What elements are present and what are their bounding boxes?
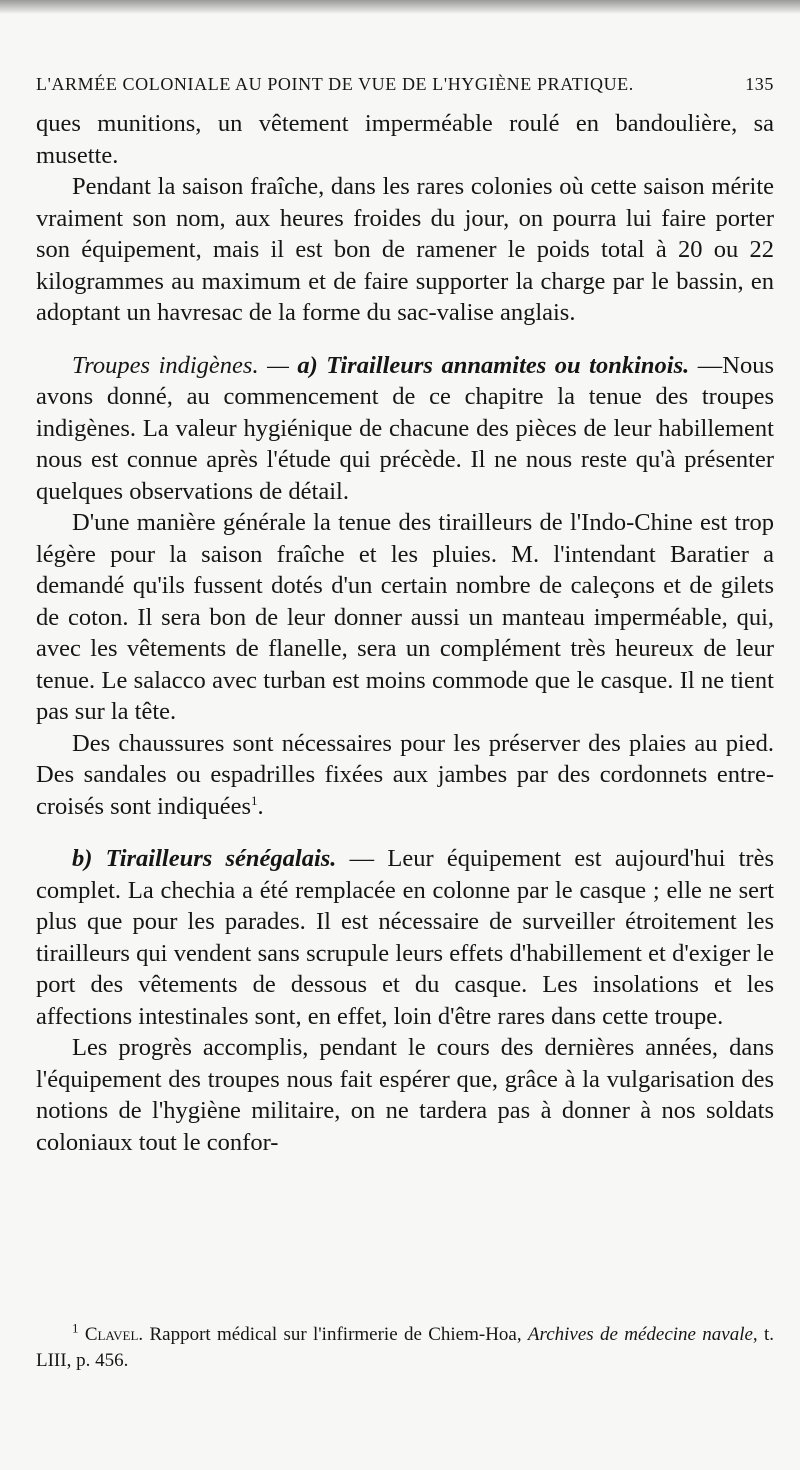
paragraph-5-end: . (257, 792, 264, 820)
footnote-author: Clavel. (84, 1324, 144, 1345)
section-b-paragraph (36, 843, 774, 1032)
section-label-indigenous: Troupes indigènes. — (72, 351, 298, 379)
paragraph-5-text: Des chaussures sont nécessaires pour les préserver des plaies au pied. Des sandales ou espadrilles fixées aux jambes par des cordonnets entre-croisés sont indiquées (36, 729, 774, 820)
section-b-title: ) Tirailleurs sénégalais. (84, 845, 337, 872)
section-b-letter: b (72, 845, 85, 872)
footnote-ref[interactable]: 1 (251, 792, 258, 808)
footnote-journal: Archives de médecine navale (527, 1324, 753, 1345)
footnote-number: 1 (72, 1320, 79, 1336)
running-header (36, 74, 774, 95)
footnote-text: Rapport médical sur l'infirmerie de Chiem-Hoa, (143, 1324, 528, 1345)
scan-edge-shadow (0, 0, 800, 14)
paragraph-2: Pendant la saison fraîche, dans les rares colonies où cette saison mérite vraiment son nom, aux heures froides du jour, on pourra lui faire porter son équipement, mais il est bon de ramener le poids total à 20 ou 22 kilogrammes au maximum et de faire supporter la charge par le bassin, en adoptant un havresac de la forme du sac-valise anglais. (36, 173, 774, 326)
paragraph-1: ques munitions, un vêtement imperméable roulé en bandoulière, sa musette. (36, 110, 774, 169)
footnote (36, 1322, 774, 1374)
section-a-text: —Nous avons donné, au commencement de ce chapitre la tenue des troupes indigènes. La valeur hygiénique de chacune des pièces de leur habillement nous est connue après l'étude qui précède. Il ne nous reste qu'à présenter quelques observations de détail. (36, 351, 774, 505)
section-a-paragraph (36, 350, 774, 508)
footnote-ref-detail: , t. LIII, p. 456. (36, 1324, 775, 1371)
paragraph-4: D'une manière générale la tenue des tirailleurs de l'Indo-Chine est trop légère pour la saison fraîche et les pluies. M. l'intendant Baratier a demandé qu'ils fussent dotés d'un certain nombre de caleçons et de gilets de coton. Il sera bon de leur donner aussi un manteau imperméable, qui, avec les vêtements de flanelle, sera un complément très heureux de leur tenue. Le salacco avec turban est moins commode que le casque. Il ne tient pas sur la tête. (36, 509, 774, 725)
page-body (36, 108, 774, 1158)
section-b-text: — Leur équipement est aujourd'hui très complet. La chechia a été remplacée en colonne par le casque ; elle ne sert plus que pour les parades. Il est nécessaire de surveiller étroitement les tirailleurs qui vendent sans scrupule leurs effets d'habillement et d'exiger le port des vêtements de dessous et du casque. Les insolations et les affections intestinales sont, en effet, loin d'être rares dans cette troupe. (36, 845, 774, 1030)
section-a-title: ) Tirailleurs annamites ou tonkinois. (309, 351, 690, 379)
paragraph-7: Les progrès accomplis, pendant le cours des dernières années, dans l'équipement des troupes nous fait espérer que, grâce à la vulgarisation des notions de l'hygiène militaire, on ne tardera pas à donner à nos soldats coloniaux tout le confor- (36, 1034, 774, 1156)
running-title: L'ARMÉE COLONIALE AU POINT DE VUE DE L'HYGIÈNE PRATIQUE. (36, 74, 634, 94)
section-a-letter: a (297, 351, 310, 379)
page-number: 135 (745, 74, 774, 94)
paragraph-5 (36, 728, 774, 823)
